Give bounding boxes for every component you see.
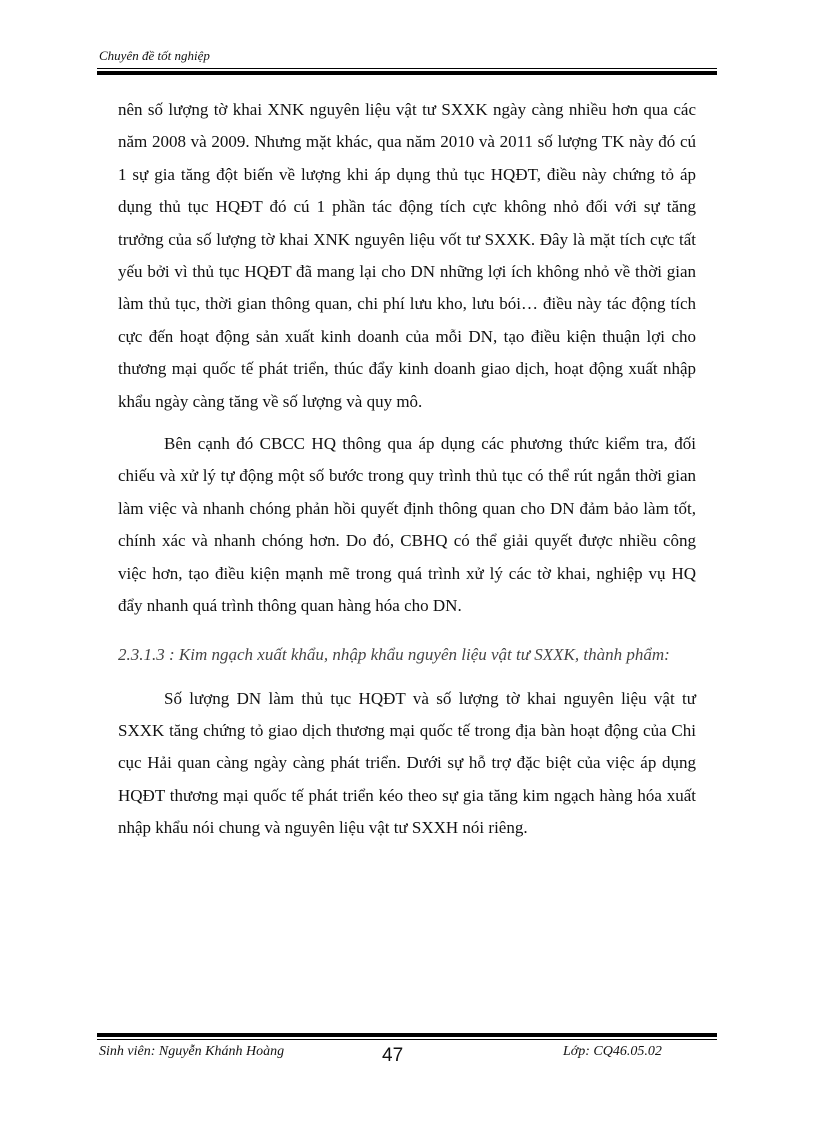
footer-divider-thick <box>97 1033 717 1037</box>
document-header-title: Chuyên đề tốt nghiệp <box>99 48 210 63</box>
footer-student-name: Sinh viên: Nguyễn Khánh Hoàng <box>99 1044 285 1059</box>
footer-class: Lớp: CQ46.05.02 <box>563 1044 662 1059</box>
body-paragraph-2: Bên cạnh đó CBCC HQ thông qua áp dụng các phương thức kiểm tra, đối chiếu và xử lý tự động một số bước trong quy trình thủ tục có thể rút ngắn thời gian làm việc và nhanh chóng phản hồi quyết định thông quan cho DN đảm bảo làm tốt, chính xác và nhanh chóng hơn. Do đó, CBHQ có thể giải quyết được nhiều công việc hơn, tạo điều kiện mạnh mẽ trong quá trình xử lý các tờ khai, nghiệp vụ HQ đẩy nhanh quá trình thông quan hàng hóa cho DN. <box>118 434 696 616</box>
body-paragraph-3: Số lượng DN làm thủ tục HQĐT và số lượng tờ khai nguyên liệu vật tư SXXK tăng chứng tỏ giao dịch thương mại quốc tế trong địa bàn hoạt động của Chi cục Hải quan càng ngày càng phát triển. Dưới sự hỗ trợ đặc biệt của việc áp dụng HQĐT thương mại quốc tế phát triển kéo theo sự gia tăng kim ngạch hàng hóa xuất nhập khẩu nói chung và nguyên liệu vật tư SXXH nói riêng. <box>118 688 696 838</box>
page-number: 47 <box>382 1045 404 1066</box>
header-divider-thin <box>97 68 717 69</box>
document-body <box>118 94 696 845</box>
section-heading: 2.3.1.3 : Kim ngạch xuất khẩu, nhập khẩu nguyên liệu vật tư SXXK, thành phẩm: <box>118 644 670 664</box>
header-divider-thick <box>97 71 717 75</box>
body-paragraph-1: nên số lượng tờ khai XNK nguyên liệu vật tư SXXK ngày càng nhiều hơn qua các năm 2008 và 2009. Nhưng mặt khác, qua năm 2010 và 2011 số lượng TK này đó cú 1 sự gia tăng đột biến về lượng khi áp dụng thủ tục HQĐT, điều này chứng tỏ áp dụng thủ tục HQĐT đó cú 1 phần tác động tích cực không nhỏ đối với sự tăng trưởng của số lượng tờ khai XNK nguyên liệu vốt tư SXXK. Đây là mặt tích cực tất yếu bởi vì thủ tục HQĐT đã mang lại cho DN những lợi ích không nhỏ về thời gian làm thủ tục, thời gian thông quan, chi phí lưu kho, lưu bói… điều này tác động tích cực đến hoạt động sản xuất kinh doanh của mỗi DN, tạo điều kiện thuận lợi cho thương mại quốc tế phát triển, thúc đẩy kinh doanh giao dịch, hoạt động xuất nhập khẩu ngày càng tăng về số lượng và quy mô. <box>118 100 696 411</box>
footer-divider-thin <box>97 1039 717 1040</box>
